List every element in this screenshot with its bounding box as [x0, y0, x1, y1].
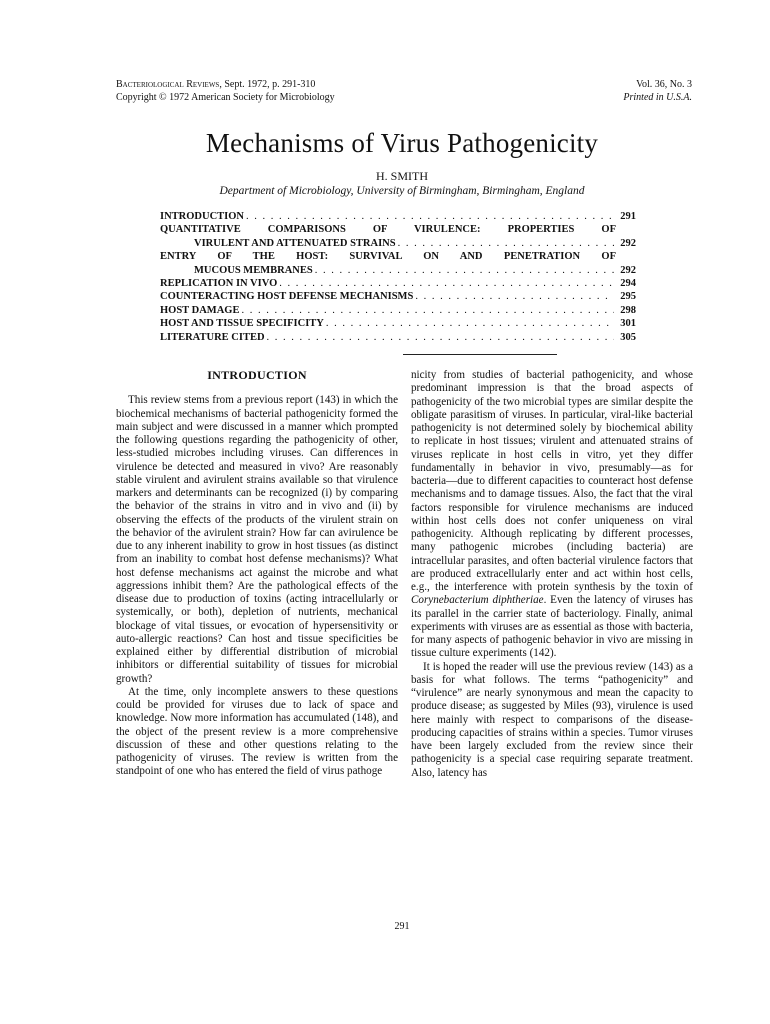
paragraph: It is hoped the reader will use the previous review (143) as a basis for what follows. The terms “pathogenicity” and “virulence” are nearly synonymous and mean the capacity to produce disease; as suggested by Miles (93), virulence is used here mainly with respect to comparisons of the disease-producing capacities of strains within a species. Tumor viruses have been largely excluded from the review since their pathogenicity is a special case requiring separate treatment. Also, latency has [411, 660, 693, 779]
issue-info: , Sept. 1972, p. 291-310 [219, 79, 316, 90]
printed-in: Printed in U.S.A. [623, 92, 692, 103]
paragraph: At the time, only incomplete answers to these questions could be provided for viruses due to lack of space and knowledge. Now more information has accumulated (148), and the object of the present review is a more comprehensive discussion of these and other questions relating to the pathogenicity of viruses. The review is written from the standpoint of one who has entered the field of virus pathoge [116, 685, 398, 778]
toc-entry: INTRODUCTION . . . 291 [160, 210, 636, 223]
toc-entry: REPLICATION IN VIVO . . . 294 [160, 277, 636, 290]
species-name: Corynebacterium diphtheriae [411, 594, 544, 607]
copyright-line: Copyright © 1972 American Society for Microbiology [116, 92, 335, 103]
toc-entry: COUNTERACTING HOST DEFENSE MECHANISMS . . . 295 [160, 290, 636, 303]
running-header-left [116, 78, 335, 104]
section-heading: INTRODUCTION [207, 368, 307, 382]
toc-entry: QUANTITATIVE COMPARISONS OF VIRULENCE: PROPERTIES OF [160, 224, 616, 236]
journal-name: Bacteriological Reviews [116, 79, 220, 90]
paragraph: This review stems from a previous report (143) in which the biochemical mechanisms of bacterial pathogenicity formed the main subject and were discussed in a manner which prompted the following questions regarding the pathogenicity of other, less-studied microbes including viruses. Can differences in virulence be detected and measured in vivo? Are reasonably stable virulent and avirulent strains available so that virulence markers and determinants can be recognized (i) by comparing the behavior of the strains in vitro and in vivo and (ii) by observing the effects of the products of the virulent strain on the behavior of the avirulent strain? How far can avirulence be due to any inherent inability to grow in host tissues (as distinct from an inability to combat host defense mechanisms)? What host defense mechanisms act against the microbe and what aggressions inhibit them? Are the pathological effects of the disease due to production of toxins (acting intracellularly or systemically, or both), depletion of nutrients, mechanical blockage of vital tissues, or evocation of hypersensitivity or auto-allergic reactions? Can host and tissue specificities be explained either by differential distribution of microbial inhibitors or differential suitability of tissues for microbial growth? [116, 394, 398, 685]
toc-entry: LITERATURE CITED . . . 305 [160, 331, 636, 344]
toc-entry-continued: VIRULENT AND ATTENUATED STRAINS . . . 292 [160, 237, 636, 250]
right-column [411, 369, 693, 780]
volume-info: Vol. 36, No. 3 [636, 79, 692, 90]
toc-entry: ENTRY OF THE HOST: SURVIVAL ON AND PENETRATION OF [160, 251, 616, 263]
separator-rule [403, 354, 557, 355]
toc-entry: HOST AND TISSUE SPECIFICITY . . . 301 [160, 317, 636, 330]
running-header-right [623, 78, 692, 104]
page-number: 291 [394, 921, 410, 932]
left-column [116, 369, 398, 779]
article-title: Mechanisms of Virus Pathogenicity [205, 128, 599, 158]
author-affiliation: Department of Microbiology, University of Birmingham, Birmingham, England [219, 185, 585, 197]
paragraph: nicity from studies of bacterial pathogenicity, and whose predominant impression is that the broad aspects of pathogenicity of the two microbial types are similar despite the obligate parasitism of viruses. In particular, viral-like bacterial pathogenicity is not determined solely by biochemical ability to replicate in host tissues; virulent and attenuated strains of viruses replicate in host cells in vitro, yet they differ fundamentally in behavior in vivo, presumably—as for bacteria—due to different capacities to counteract host defense mechanisms and to damage tissues. Also, the fact that the viral factors responsible for virulence mechanisms are induced within host cells does not confer uniqueness on viral pathogenicity. Although replicating by different processes, many pathogenic microbes (including bacteria) are intracellular parasites, and often bacterial virulence factors that are produced extracellularly enter and act within host cells, e.g., the interference with protein synthesis by the toxin of Corynebacterium diphtheriae. Even the latency of viruses has its parallel in the carrier state of bacteriology. Finally, animal experiments with viruses are as essential as those with bacteria, for many aspects of pathogenic behavior in vivo are missing in tissue culture experiments (142). [411, 369, 694, 660]
toc-entry-continued: MUCOUS MEMBRANES . . . 292 [160, 264, 636, 277]
table-of-contents [160, 210, 636, 344]
author-name: H. SMITH [375, 169, 428, 183]
toc-entry: HOST DAMAGE . . . 298 [160, 304, 636, 317]
